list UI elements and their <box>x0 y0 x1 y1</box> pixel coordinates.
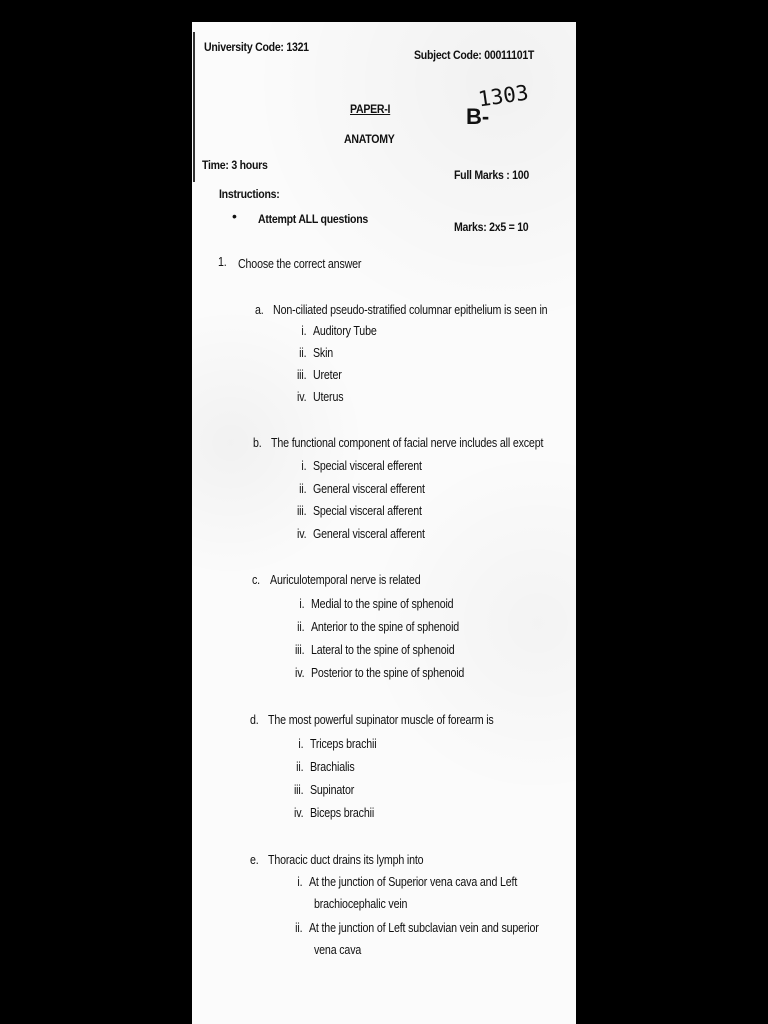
option-number: i. <box>299 596 305 611</box>
instruction-text: Attempt ALL questions <box>258 212 369 226</box>
option-number: ii. <box>296 759 304 774</box>
option-row <box>287 805 374 820</box>
option-number: iv. <box>297 526 307 541</box>
option-row <box>287 736 376 751</box>
option-continuation: brachiocephalic vein <box>314 896 408 911</box>
option-row <box>290 323 377 338</box>
option-text: Skin <box>312 345 334 360</box>
option-number: iv. <box>295 665 305 680</box>
option-text: Triceps brachii <box>309 736 377 751</box>
option-text: General visceral efferent <box>312 481 425 496</box>
option-row <box>290 345 333 360</box>
exam-time: Time: 3 hours <box>202 158 268 172</box>
university-code: University Code: 1321 <box>204 40 309 54</box>
option-text: Supinator <box>309 782 355 797</box>
item-text: The most powerful supinator muscle of forearm is <box>268 712 494 727</box>
option-row <box>290 389 343 404</box>
option-number: iii. <box>293 782 304 797</box>
option-text: General visceral afferent <box>312 526 425 541</box>
option-row <box>290 367 342 382</box>
item-letter: a. <box>255 302 264 317</box>
item-text: Auriculotemporal nerve is related <box>270 572 421 587</box>
instructions-label: Instructions: <box>219 187 280 201</box>
option-number: iii. <box>296 503 307 518</box>
marks-allocation: Marks: 2x5 = 10 <box>454 220 529 234</box>
paper-title: PAPER-I <box>350 102 391 116</box>
question-item-e <box>250 852 423 867</box>
option-text: Brachialis <box>309 759 355 774</box>
option-row <box>288 642 454 657</box>
item-letter: d. <box>250 712 259 727</box>
option-row <box>290 503 422 518</box>
option-number: i. <box>298 736 304 751</box>
option-row <box>288 665 464 680</box>
option-row <box>286 920 539 935</box>
page-edge-line <box>193 32 195 182</box>
option-text: Special visceral efferent <box>312 458 422 473</box>
question-prompt: Choose the correct answer <box>238 256 362 271</box>
option-row <box>290 481 425 496</box>
option-number: iv. <box>294 805 304 820</box>
option-row <box>288 619 459 634</box>
option-row <box>288 596 453 611</box>
option-text: Lateral to the spine of sphenoid <box>310 642 455 657</box>
option-number: i. <box>297 874 303 889</box>
option-text: Special visceral afferent <box>312 503 422 518</box>
question-item-c <box>252 572 420 587</box>
option-continuation: vena cava <box>314 942 362 957</box>
option-text: Ureter <box>312 367 342 382</box>
option-text: Auditory Tube <box>312 323 377 338</box>
item-letter: e. <box>250 852 259 867</box>
subject-code: Subject Code: 00011101T <box>414 48 535 62</box>
subject-title: ANATOMY <box>344 132 395 146</box>
handwritten-number: 1303 <box>476 80 531 112</box>
option-row <box>290 526 425 541</box>
option-number: ii. <box>299 345 307 360</box>
bullet-icon: • <box>232 208 237 224</box>
item-letter: b. <box>253 435 262 450</box>
option-row <box>287 759 355 774</box>
option-number: iv. <box>297 389 307 404</box>
option-text: Biceps brachii <box>309 805 375 820</box>
option-text: Medial to the spine of sphenoid <box>310 596 454 611</box>
option-number: ii. <box>297 619 305 634</box>
exam-page <box>192 22 576 1024</box>
option-row <box>287 782 354 797</box>
option-number: ii. <box>295 920 303 935</box>
question-item-b <box>253 435 543 450</box>
option-row <box>286 874 517 889</box>
question-number: 1. <box>218 254 227 269</box>
item-letter: c. <box>252 572 260 587</box>
item-text: The functional component of facial nerve includes all except <box>271 435 544 450</box>
option-text: At the junction of Left subclavian vein and superior <box>308 920 539 935</box>
question-item-d <box>250 712 494 727</box>
option-text: Anterior to the spine of sphenoid <box>310 619 460 634</box>
option-number: i. <box>301 323 307 338</box>
question-item-a <box>255 302 547 317</box>
handwritten-letter: B- <box>466 104 490 129</box>
option-number: iii. <box>294 642 305 657</box>
item-text: Non-ciliated pseudo-stratified columnar epithelium is seen in <box>273 302 548 317</box>
option-text: Posterior to the spine of sphenoid <box>310 665 465 680</box>
option-text: At the junction of Superior vena cava and Left <box>308 874 518 889</box>
option-number: ii. <box>299 481 307 496</box>
option-row <box>290 458 422 473</box>
full-marks: Full Marks : 100 <box>454 168 530 182</box>
option-text: Uterus <box>312 389 344 404</box>
option-number: iii. <box>296 367 307 382</box>
item-text: Thoracic duct drains its lymph into <box>268 852 424 867</box>
option-number: i. <box>301 458 307 473</box>
